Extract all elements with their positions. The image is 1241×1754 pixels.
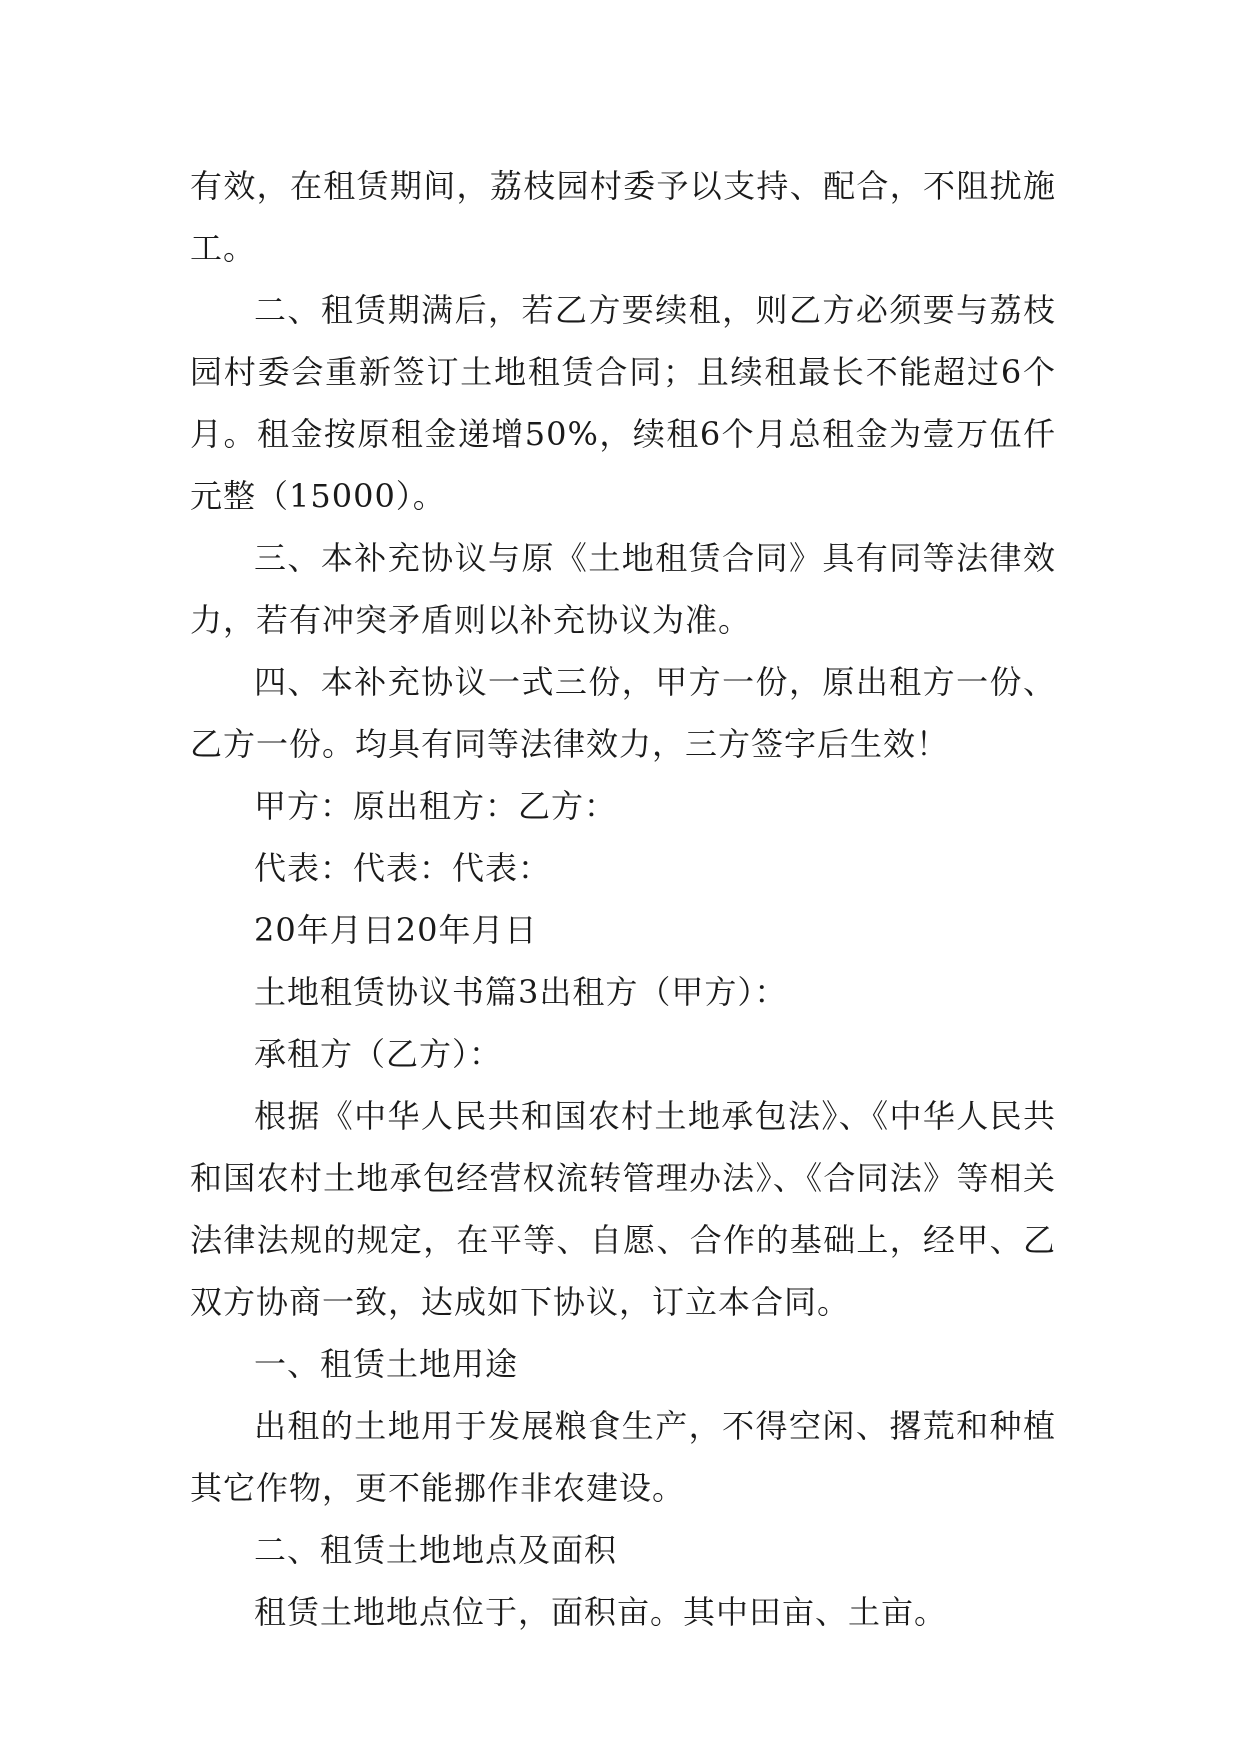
- signature-parties-line: 甲方：原出租方：乙方：: [254, 787, 618, 825]
- signature-representatives-line: 代表：代表：代表：: [254, 849, 552, 887]
- heading-location-area: 二、租赁土地地点及面积: [254, 1531, 618, 1569]
- document-body: [190, 155, 1056, 1643]
- signature-dates-line: 20年月日20年月日: [254, 911, 538, 949]
- paragraph-location-area: 租赁土地地点位于，面积亩。其中田亩、土亩。: [254, 1593, 948, 1631]
- heading-land-use: 一、租赁土地用途: [254, 1345, 519, 1383]
- paragraph-land-use: 出租的土地用于发展粮食生产，不得空闲、撂荒和种植其它作物，更不能挪作非农建设。: [190, 1407, 1056, 1507]
- paragraph-clause-2-renewal: 二、租赁期满后，若乙方要续租，则乙方必须要与荔枝园村委会重新签订土地租赁合同；且续租最长不能超过6个月。租金按原租金递增50%，续租6个月总租金为壹万伍仟元整（15000）。: [190, 291, 1056, 515]
- lessee-line: 承租方（乙方）：: [254, 1035, 503, 1073]
- paragraph-clause-4-copies: 四、本补充协议一式三份，甲方一份，原出租方一份、乙方一份。均具有同等法律效力，三方签字后生效！: [190, 663, 1056, 763]
- paragraph-continuation: 有效，在租赁期间，荔枝园村委予以支持、配合，不阻扰施工。: [190, 167, 1056, 267]
- paragraph-legal-basis: 根据《中华人民共和国农村土地承包法》、《中华人民共和国农村土地承包经营权流转管理办法》、《合同法》等相关法律法规的规定，在平等、自愿、合作的基础上，经甲、乙双方协商一致，达成如下协议，订立本合同。: [190, 1097, 1056, 1321]
- section-title-lessor: 土地租赁协议书篇3出租方（甲方）：: [254, 973, 788, 1011]
- paragraph-clause-3-validity: 三、本补充协议与原《土地租赁合同》具有同等法律效力，若有冲突矛盾则以补充协议为准。: [190, 539, 1056, 639]
